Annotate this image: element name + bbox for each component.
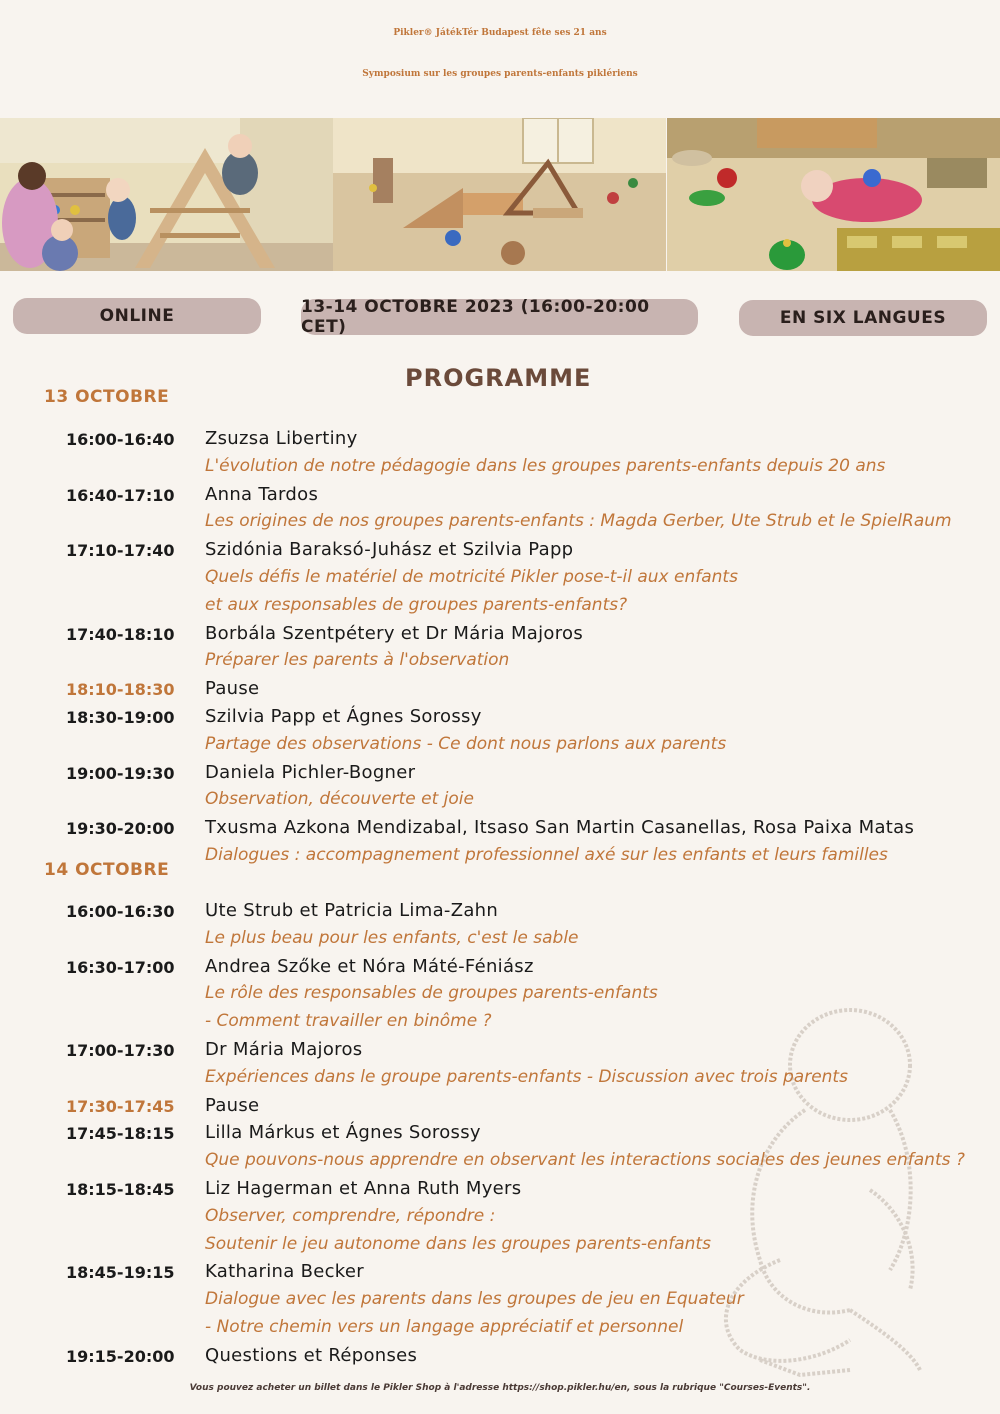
session-topic: et aux responsables de groupes parents-enfants?: [205, 594, 628, 615]
session-time: 18:15-18:45: [66, 1180, 175, 1199]
footer-note: Vous pouvez acheter un billet dans le Pikler Shop à l'adresse https://shop.pikler.hu/en, sous la rubrique "Courses-Events".: [189, 1383, 811, 1393]
session-speakers: Anna Tardos: [205, 483, 319, 505]
session-time: 17:00-17:30: [66, 1041, 175, 1060]
session-speakers: Zsuzsa Libertiny: [205, 428, 358, 449]
session-topic: Observer, comprendre, répondre :: [205, 1205, 496, 1226]
session-topic: - Notre chemin vers un langage appréciatif et personnel: [205, 1317, 684, 1337]
session-time: 17:45-18:15: [66, 1124, 175, 1144]
pause-label: Pause: [205, 1094, 260, 1116]
event-title: Pikler® JátékTér Budapest fête ses 21 ans: [393, 28, 607, 38]
session-speakers: Txusma Azkona Mendizabal, Itsaso San Martin Casanellas, Rosa Paixa Matas: [205, 817, 915, 839]
session-time: 19:00-19:30: [66, 763, 175, 783]
online-pill: ONLINE: [13, 298, 261, 334]
photo-strip: [0, 118, 1000, 271]
session-time: 17:30-17:45: [66, 1096, 175, 1116]
session-topic: Que pouvons-nous apprendre en observant les interactions sociales des jeunes enfants ?: [205, 1150, 965, 1171]
session-topic: Dialogue avec les parents dans les groupes de jeu en Equateur: [205, 1289, 744, 1310]
session-time: 16:00-16:30: [66, 902, 175, 921]
session-time: 17:10-17:40: [66, 541, 175, 561]
session-speakers: Daniela Pichler-Bogner: [205, 761, 416, 783]
day1-label: 13 OCTOBRE: [44, 387, 170, 407]
session-topic: L'évolution de notre pédagogie dans les groupes parents-enfants depuis 20 ans: [205, 455, 886, 476]
session-speakers: Katharina Becker: [205, 1261, 364, 1283]
pause-label: Pause: [205, 678, 260, 700]
session-speakers: Andrea Szőke et Nóra Máté-Féniász: [205, 955, 534, 977]
session-speakers: Szidónia Baraksó-Juhász et Szilvia Papp: [205, 539, 574, 561]
session-time: 19:15-20:00: [66, 1346, 175, 1366]
session-topic: Expériences dans le groupe parents-enfants - Discussion avec trois parents: [205, 1066, 848, 1087]
session-topic: Observation, découverte et joie: [205, 789, 474, 810]
baby-illustration: [700, 1000, 940, 1380]
session-topic: Le plus beau pour les enfants, c'est le sable: [205, 927, 579, 948]
session-speakers: Szilvia Papp et Ágnes Sorossy: [205, 706, 482, 727]
session-speakers: Borbála Szentpétery et Dr Mária Majoros: [205, 622, 584, 644]
session-speakers: Lilla Márkus et Ágnes Sorossy: [205, 1122, 481, 1144]
event-subtitle: Symposium sur les groupes parents-enfants piklériens: [362, 69, 638, 79]
languages-pill: EN SIX LANGUES: [739, 300, 987, 336]
session-topic: Quels défis le matériel de motricité Pikler pose-t-il aux enfants: [205, 567, 738, 587]
session-time: 18:30-19:00: [66, 708, 175, 727]
session-time: 17:40-18:10: [66, 624, 175, 644]
day2-label: 14 OCTOBRE: [44, 860, 170, 880]
programme-heading: PROGRAMME: [405, 364, 592, 392]
photo-playroom: [333, 118, 666, 271]
session-speakers: Questions et Réponses: [205, 1344, 418, 1366]
session-time: 18:45-19:15: [66, 1263, 175, 1283]
session-time: 18:10-18:30: [66, 680, 175, 700]
session-speakers: Liz Hagerman et Anna Ruth Myers: [205, 1178, 522, 1199]
session-time: 16:30-17:00: [66, 957, 175, 977]
session-time: 19:30-20:00: [66, 819, 175, 839]
session-topic: - Comment travailler en binôme ?: [205, 1011, 492, 1032]
session-topic: Les origines de nos groupes parents-enfants : Magda Gerber, Ute Strub et le SpielRaum: [205, 511, 952, 532]
session-topic: Le rôle des responsables de groupes parents-enfants: [205, 983, 658, 1004]
session-topic: Soutenir le jeu autonome dans les groupes parents-enfants: [205, 1233, 711, 1254]
session-speakers: Dr Mária Majoros: [205, 1039, 363, 1060]
date-pill: 13-14 OCTOBRE 2023 (16:00-20:00 CET): [301, 299, 698, 335]
session-topic: Préparer les parents à l'observation: [205, 650, 510, 671]
session-topic: Partage des observations - Ce dont nous parlons aux parents: [205, 733, 727, 754]
session-speakers: Ute Strub et Patricia Lima-Zahn: [205, 900, 499, 921]
photo-baby-crawling: [667, 118, 1000, 271]
photo-children-climbing: [0, 118, 333, 271]
session-time: 16:00-16:40: [66, 430, 175, 449]
session-time: 16:40-17:10: [66, 485, 175, 505]
session-topic: Dialogues : accompagnement professionnel axé sur les enfants et leurs familles: [205, 845, 888, 865]
